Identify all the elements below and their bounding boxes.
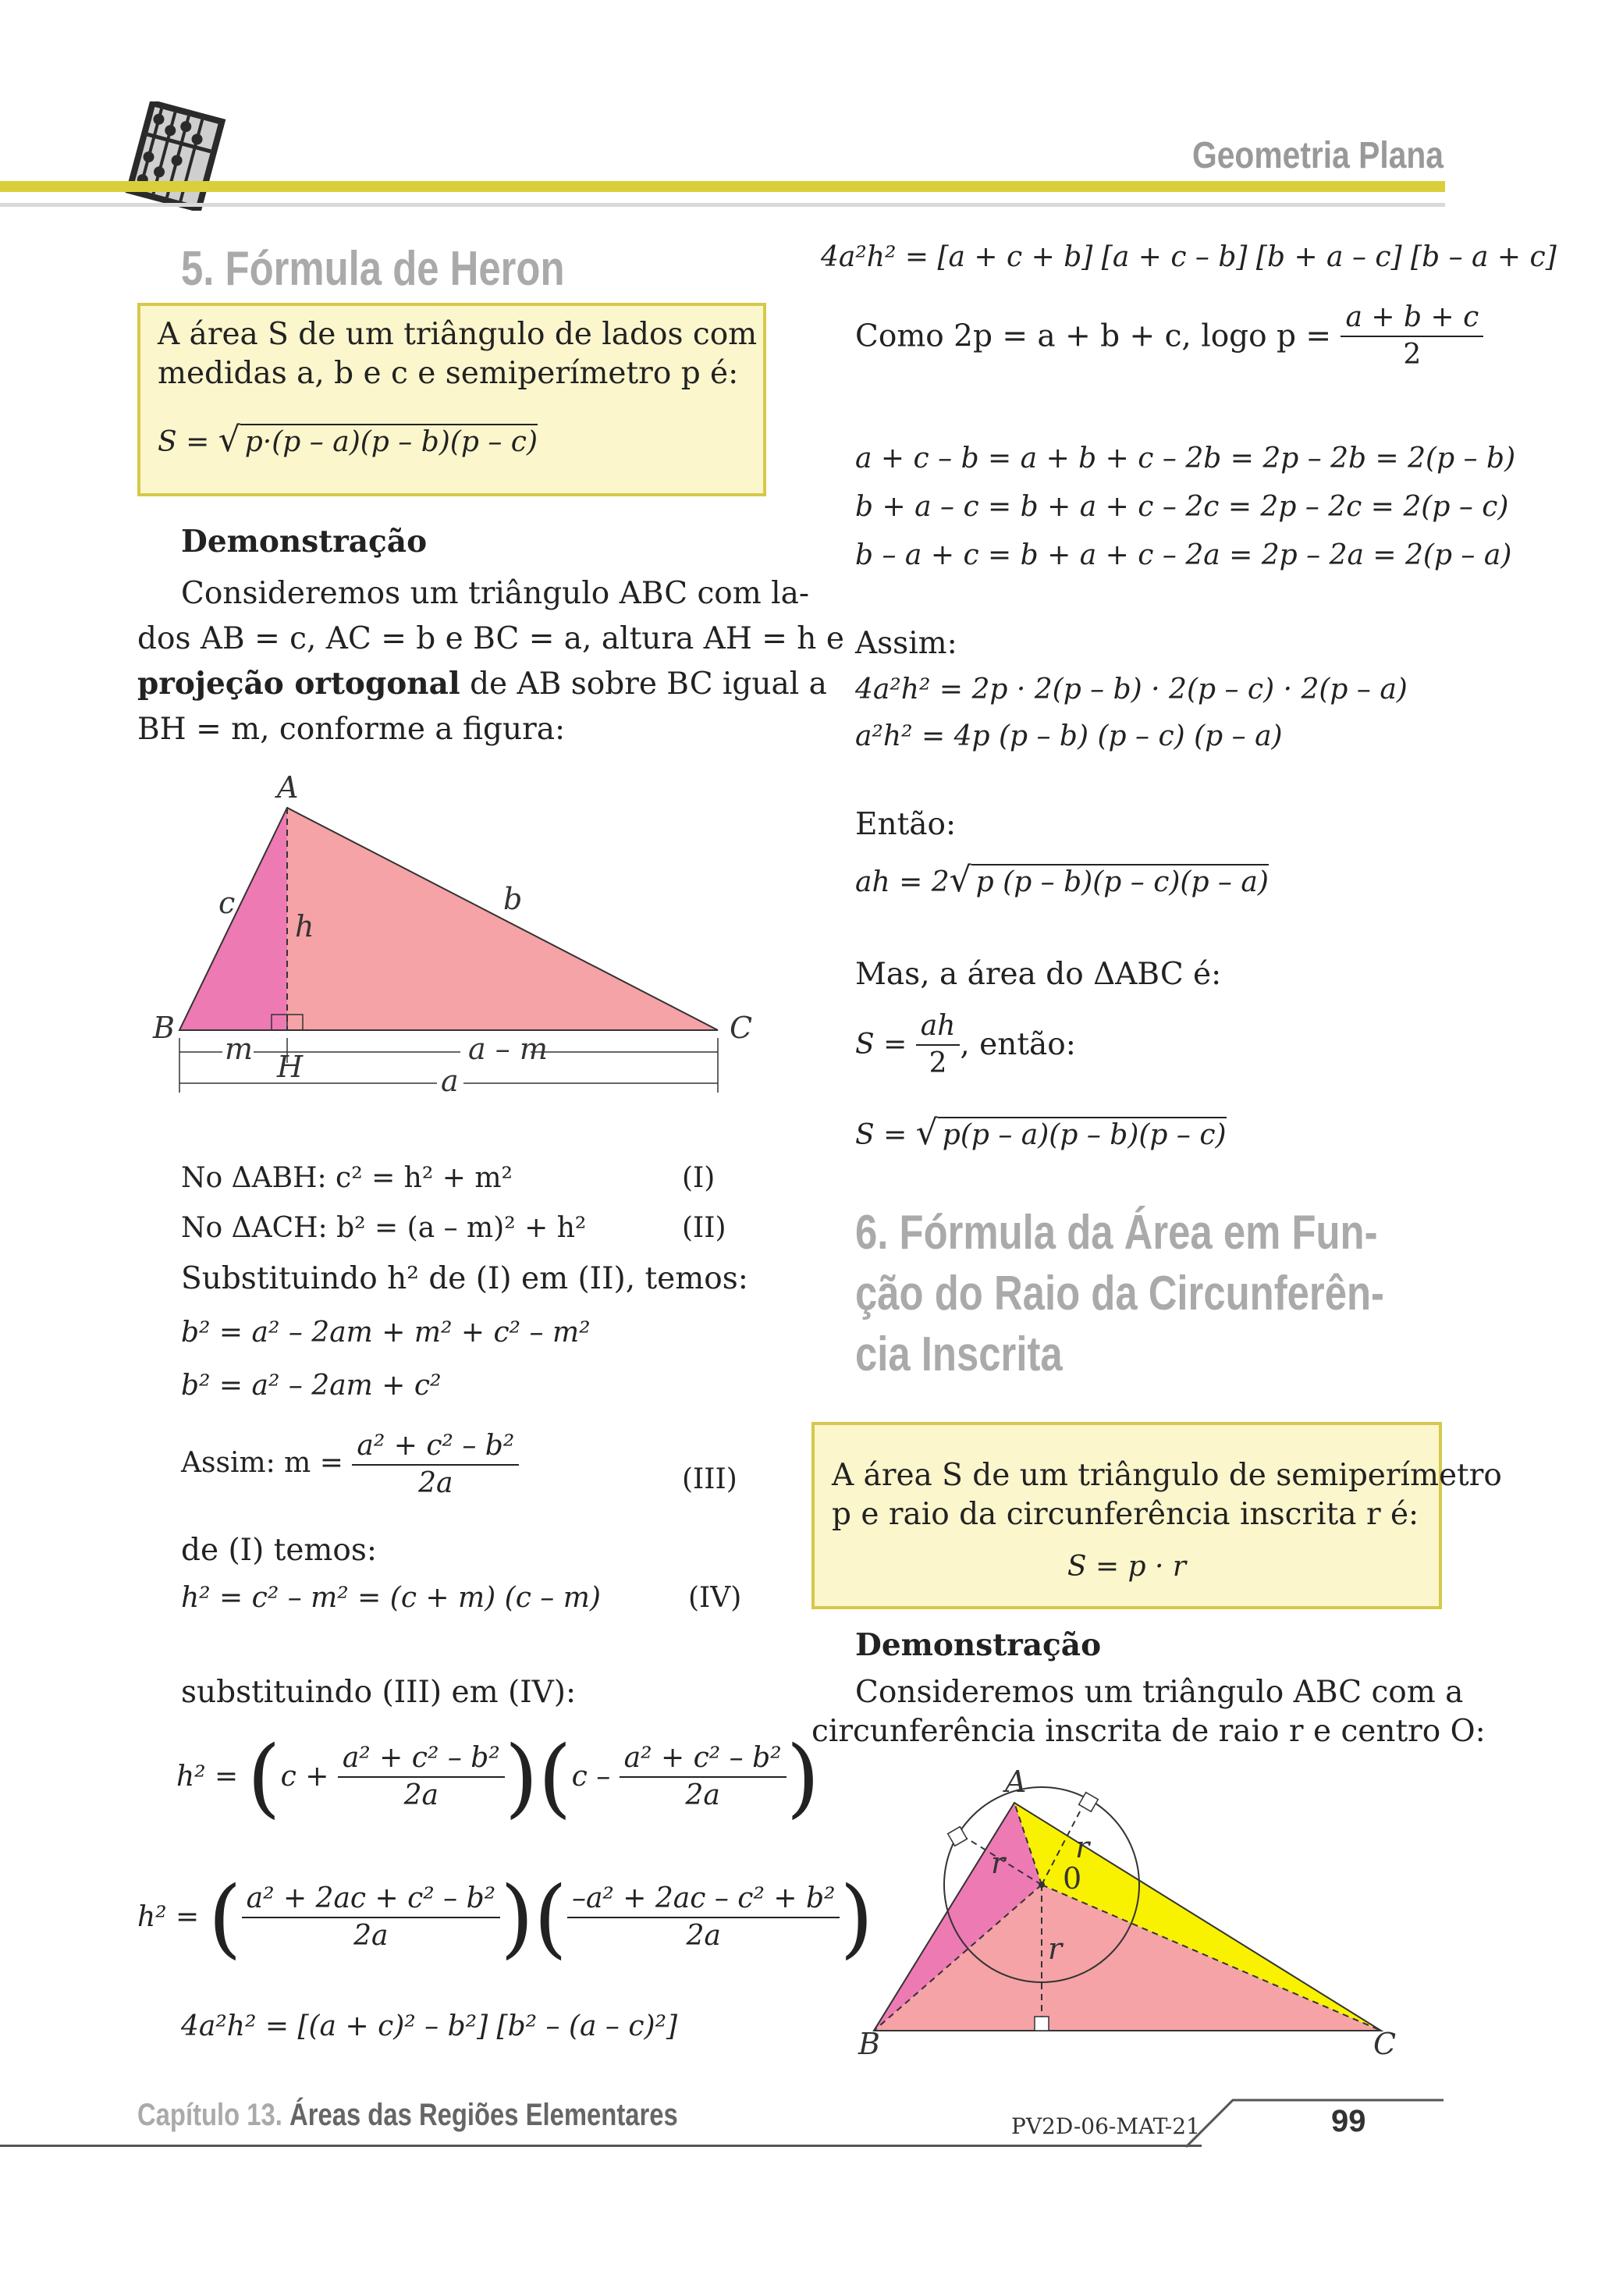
demo5-p3 — [137, 662, 827, 706]
eq6-f1-num: a² + c² – b² — [338, 1740, 505, 1778]
demo5-p2: dos AB = c, AC = b e BC = a, altura AH = h e — [137, 621, 844, 656]
eq14: a²h² = 4p (p – b) (p – c) (p – a) — [855, 720, 1283, 752]
fig2-label-r3: r — [1048, 1932, 1063, 1966]
eq7: h² = ( $\frac{\text{a² + 2ac + c² – b²}}{2a}$ )( $\frac{\text{–a² + 2ac – c² + b²}}{2a}$ ) — [137, 1868, 874, 1967]
header-title: Geometria Plana — [1191, 135, 1444, 176]
demo6-p2: circunferência inscrita de raio r e centro O: — [811, 1714, 1486, 1749]
label-A: A — [277, 773, 299, 805]
eq12: b – a + c = b + a + c – 2a = 2p – 2a = 2(p – a) — [855, 539, 1512, 571]
heron-formula: S = √ p·(p – a)(p – b)(p – c) — [158, 420, 538, 460]
footer-chapter-label: Capítulo 13. — [137, 2098, 282, 2132]
eq4: b² = a² – 2am + c² — [181, 1370, 442, 1402]
section6-title-line3: cia Inscrita — [855, 1327, 1063, 1381]
eq6-lhs: h² = — [176, 1761, 239, 1793]
eq17-rad: p(p – a)(p – b)(p – c) — [938, 1117, 1227, 1153]
eq6-f1-den: 2a — [403, 1779, 439, 1811]
label-h: h — [295, 909, 314, 944]
section6-title-line1: 6. Fórmula da Área em Fun- — [855, 1206, 1378, 1260]
como-den: 2 — [1403, 339, 1422, 371]
eq16-num: ah — [916, 1008, 961, 1046]
demo6-p1: Consideremos um triângulo ABC com a — [855, 1675, 1464, 1710]
eq3: b² = a² – 2am + m² + c² – m² — [181, 1317, 591, 1349]
section6-title-line2: ção do Raio da Circunferên- — [855, 1267, 1384, 1320]
eq7-lhs: h² = — [137, 1901, 200, 1933]
eq5-tag: (IV) — [688, 1582, 742, 1614]
footer-tab-shape — [1186, 2098, 1444, 2152]
eq16-rest: , então: — [960, 1027, 1076, 1062]
assim-num: a² + c² – b² — [352, 1428, 519, 1466]
demo5-p4: BH = m, conforme a figura: — [137, 712, 566, 747]
eq6-f2-den: 2a — [685, 1779, 720, 1811]
section5-title: 5. Fórmula de Heron — [181, 242, 565, 296]
eq6: h² = (c + $\frac{\text{a² + c² – b²}}{2a}$ )(c – $\frac{\text{a² + c² – b²}}{2a}$ ) — [176, 1727, 820, 1827]
heron-radicand: p·(p – a)(p – b)(p – c) — [240, 424, 538, 460]
triangle-figure-1 — [148, 773, 772, 1108]
fig2-label-r1: r — [991, 1846, 1006, 1880]
label-C: C — [730, 1011, 753, 1045]
header-line — [0, 203, 1445, 207]
footer-chapter — [137, 2098, 678, 2133]
eq7-f2-num: –a² + 2ac – c² + b² — [567, 1881, 840, 1918]
assim-right: Assim: — [855, 626, 957, 661]
eq7-f2 — [567, 1881, 840, 1954]
triangle-figure-2 — [850, 1764, 1428, 2060]
eq15: ah = 2√ p (p – b)(p – c)(p – a) — [855, 860, 1269, 900]
header-band — [0, 181, 1445, 192]
label-c: c — [218, 886, 236, 920]
como-num: a + b + c — [1341, 300, 1483, 337]
fig2-label-A: A — [1005, 1765, 1027, 1799]
box5-line2: medidas a, b e c e semiperímetro p é: — [158, 356, 739, 391]
assim-tag: (III) — [682, 1463, 737, 1495]
eq9: 4a²h² = [a + c + b] [a + c – b] [b + a – c] [b – a + c] — [821, 241, 1557, 273]
eq5: h² = c² – m² = (c + m) (c – m) — [181, 1582, 601, 1614]
eq6-f1-pre: c + — [280, 1761, 329, 1793]
eq7-f2-den: 2a — [686, 1920, 721, 1952]
como-eq — [855, 300, 1483, 373]
eq2: No ΔACH: b² = (a – m)² + h² — [181, 1212, 587, 1244]
como-frac — [1341, 300, 1483, 373]
eq16-lhs: S = — [855, 1029, 907, 1061]
eq16-frac — [916, 1008, 961, 1082]
eq6-f2 — [620, 1740, 787, 1814]
de-i: de (I) temos: — [181, 1533, 378, 1568]
box6-line2: p e raio da circunferência inscrita r é: — [832, 1497, 1419, 1532]
eq15-lhs: ah = 2 — [855, 866, 950, 898]
fig2-label-B: B — [858, 2027, 880, 2060]
box6-line1: A área S de um triângulo de semiperímetro — [832, 1458, 1502, 1493]
assim-den: 2a — [418, 1467, 453, 1499]
eq8: 4a²h² = [(a + c)² – b²] [b² – (a – c)²] — [181, 2010, 678, 2042]
inradius-box — [811, 1422, 1502, 1609]
eq1: No ΔABH: c² = h² + m² — [181, 1162, 513, 1194]
como-text: Como 2p = a + b + c, logo p = — [855, 318, 1332, 354]
footer-chapter-title: Áreas das Regiões Elementares — [289, 2098, 678, 2132]
fig2-label-C: C — [1373, 2027, 1397, 2060]
demo5-p1: Consideremos um triângulo ABC com la- — [181, 576, 810, 611]
demo5-p3-bold: projeção ortogonal — [137, 666, 460, 702]
eq11: b + a – c = b + a + c – 2c = 2p – 2c = 2(p – c) — [855, 491, 1509, 523]
eq6-f1 — [338, 1740, 505, 1814]
incenter-point — [1039, 1882, 1045, 1888]
entao: Então: — [855, 807, 957, 842]
label-m: m — [225, 1032, 254, 1066]
subst2: substituindo (III) em (IV): — [181, 1675, 577, 1710]
label-H: H — [277, 1050, 304, 1084]
demo5-p3-rest: de AB sobre BC igual a — [460, 666, 827, 702]
eq17-lhs: S = — [855, 1119, 907, 1151]
abacus-logo-icon — [117, 101, 234, 211]
fig2-label-O: 0 — [1063, 1861, 1082, 1896]
demo6-title: Demonstração — [855, 1627, 1102, 1663]
eq6-f2-num: a² + c² – b² — [620, 1740, 787, 1778]
footer-code: PV2D-06-MAT-21 — [1011, 2113, 1200, 2139]
label-b: b — [503, 882, 523, 916]
demo5-title: Demonstração — [181, 524, 428, 560]
label-a-minus-m: a – m — [468, 1032, 548, 1066]
assim-prefix: Assim: m = — [181, 1447, 343, 1479]
eq10: a + c – b = a + b + c – 2b = 2p – 2b = 2(p – b) — [855, 442, 1516, 474]
assim-eq — [181, 1428, 519, 1502]
fig2-label-r2: r — [1075, 1830, 1090, 1864]
eq2-tag: (II) — [682, 1212, 726, 1244]
eq7-f1-num: a² + 2ac + c² – b² — [242, 1881, 500, 1918]
eq7-f1 — [242, 1881, 500, 1954]
box6-formula: S = p · r — [1067, 1551, 1187, 1583]
subst-line: Substituindo h² de (I) em (II), temos: — [181, 1261, 748, 1296]
footer-rule — [0, 2145, 1202, 2147]
eq6-f2-pre: c – — [571, 1761, 611, 1793]
eq7-f1-den: 2a — [353, 1920, 389, 1952]
label-B: B — [153, 1011, 175, 1045]
box5-line1: A área S de um triângulo de lados com — [158, 317, 758, 352]
label-a: a — [441, 1064, 459, 1098]
mas: Mas, a área do ΔABC é: — [855, 957, 1222, 992]
eq16 — [855, 1008, 1076, 1082]
eq13: 4a²h² = 2p · 2(p – b) · 2(p – c) · 2(p – a) — [855, 674, 1408, 706]
eq15-rad: p (p – b)(p – c)(p – a) — [971, 864, 1269, 900]
page-number: 99 — [1331, 2104, 1366, 2138]
eq16-den: 2 — [929, 1047, 947, 1079]
heron-box — [137, 303, 766, 496]
eq1-tag: (I) — [682, 1162, 716, 1194]
eq17: S = √ p(p – a)(p – b)(p – c) — [855, 1113, 1227, 1153]
assim-frac — [352, 1428, 519, 1502]
